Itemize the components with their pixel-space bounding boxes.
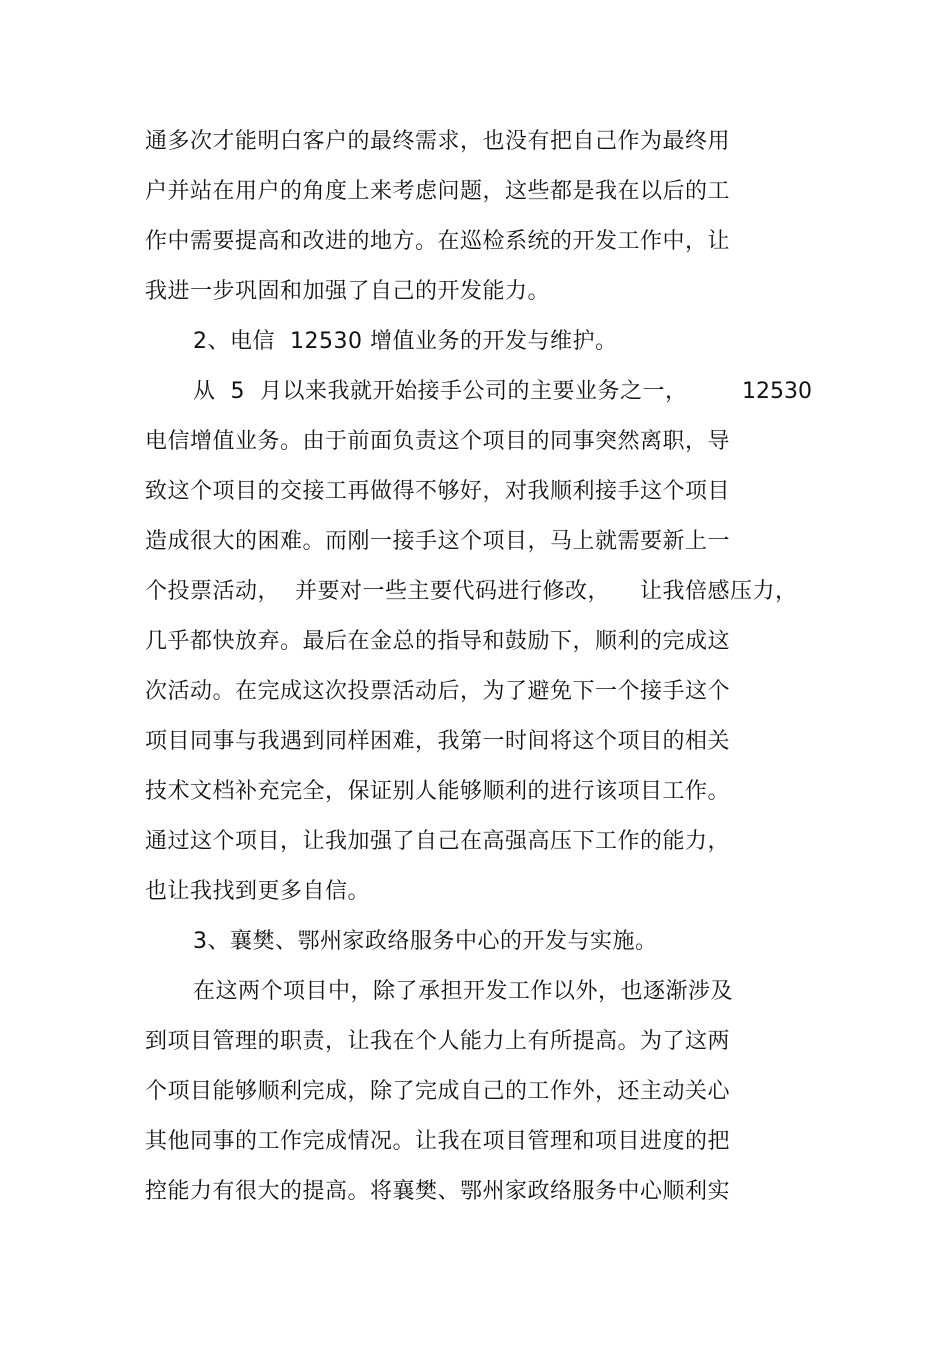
paragraph-line: 我进一步巩固和加强了自己的开发能力。	[145, 279, 551, 304]
paragraph-line: 控能力有很大的提高。将襄樊、鄂州家政络服务中心顺利实	[145, 1179, 731, 1204]
section-heading: 3、襄樊、鄂州家政络服务中心的开发与实施。	[193, 929, 658, 954]
section-heading: 2、电信 12530 增值业务的开发与维护。	[193, 329, 618, 354]
paragraph-line: 次活动。在完成这次投票活动后，为了避免下一个接手这个	[145, 679, 731, 704]
paragraph-line: 电信增值业务。由于前面负责这个项目的同事突然离职，导	[145, 429, 731, 454]
paragraph-line: 户并站在用户的角度上来考虑问题，这些都是我在以后的工	[145, 179, 731, 204]
paragraph-line: 到项目管理的职责，让我在个人能力上有所提高。为了这两	[145, 1029, 731, 1054]
paragraph-line: 项目同事与我遇到同样困难，我第一时间将这个项目的相关	[145, 729, 731, 754]
paragraph-line: 个投票活动， 并要对一些主要代码进行修改， 让我倍感压力，	[145, 579, 798, 604]
paragraph-line: 在这两个项目中，除了承担开发工作以外，也逐渐涉及	[193, 979, 734, 1004]
paragraph-number: 12530	[742, 379, 812, 404]
paragraph-line: 几乎都快放弃。最后在金总的指导和鼓励下，顺利的完成这	[145, 629, 731, 654]
paragraph-line: 作中需要提高和改进的地方。在巡检系统的开发工作中，让	[145, 229, 731, 254]
paragraph-line: 也让我找到更多自信。	[145, 879, 371, 904]
paragraph-line: 通过这个项目，让我加强了自己在高强高压下工作的能力，	[145, 829, 731, 854]
paragraph-line: 个项目能够顺利完成，除了完成自己的工作外，还主动关心	[145, 1079, 731, 1104]
paragraph-line: 致这个项目的交接工再做得不够好，对我顺利接手这个项目	[145, 479, 731, 504]
paragraph-line: 通多次才能明白客户的最终需求，也没有把自己作为最终用	[145, 129, 731, 154]
paragraph-line: 其他同事的工作完成情况。让我在项目管理和项目进度的把	[145, 1129, 731, 1154]
paragraph-line: 从 5 月以来我就开始接手公司的主要业务之一，	[193, 379, 688, 404]
paragraph-line: 造成很大的困难。而刚一接手这个项目，马上就需要新上一	[145, 529, 731, 554]
paragraph-line: 技术文档补充完全，保证别人能够顺利的进行该项目工作。	[145, 779, 731, 804]
